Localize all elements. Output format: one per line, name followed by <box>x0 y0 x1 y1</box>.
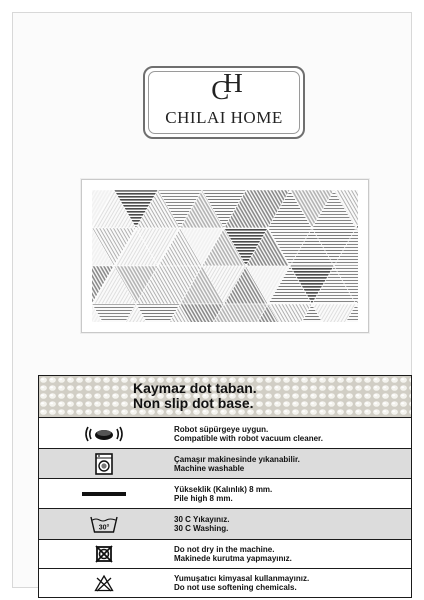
feature-row-no-dry <box>39 540 411 569</box>
banner-text: Kaymaz dot taban. Non slip dot base. <box>133 380 257 411</box>
washing-machine-icon <box>39 449 169 478</box>
feature-table <box>38 375 412 598</box>
brand-monogram: CH <box>211 68 237 105</box>
rug-pattern <box>92 190 358 322</box>
wash-temp-label: 30° <box>98 524 110 532</box>
feature-row-no-softener <box>39 569 411 597</box>
pile-height-icon <box>39 479 169 508</box>
brand-name: CHILAI HOME <box>165 108 283 127</box>
feature-text: Yumuşatıcı kimyasal kullanmayınız. Do not use softening chemicals. <box>174 574 310 592</box>
feature-text: Do not dry in the machine. Makinede kurutma yapmayınız. <box>174 545 292 563</box>
feature-text: Robot süpürgeye uygun. Compatible with robot vacuum cleaner. <box>174 424 323 443</box>
no-bleach-icon <box>39 569 169 597</box>
feature-text: Çamaşır makinesinde yıkanabilir. Machine washable <box>174 454 300 473</box>
feature-text: 30 C Yıkayınız. 30 C Washing. <box>174 515 230 533</box>
feature-row-pile <box>39 479 411 509</box>
wash-30-icon <box>39 509 169 539</box>
feature-row-washable <box>39 449 411 479</box>
rug-image <box>81 179 369 333</box>
feature-text: Yükseklik (Kalınlık) 8 mm. Pile high 8 mm. <box>174 484 273 503</box>
feature-row-robot <box>39 419 411 449</box>
brand-logo <box>143 66 305 139</box>
no-tumble-dry-icon <box>39 540 169 568</box>
robot-vacuum-icon <box>39 419 169 448</box>
non-slip-banner <box>39 376 411 418</box>
feature-row-wash-temp <box>39 509 411 540</box>
product-card <box>12 12 412 592</box>
